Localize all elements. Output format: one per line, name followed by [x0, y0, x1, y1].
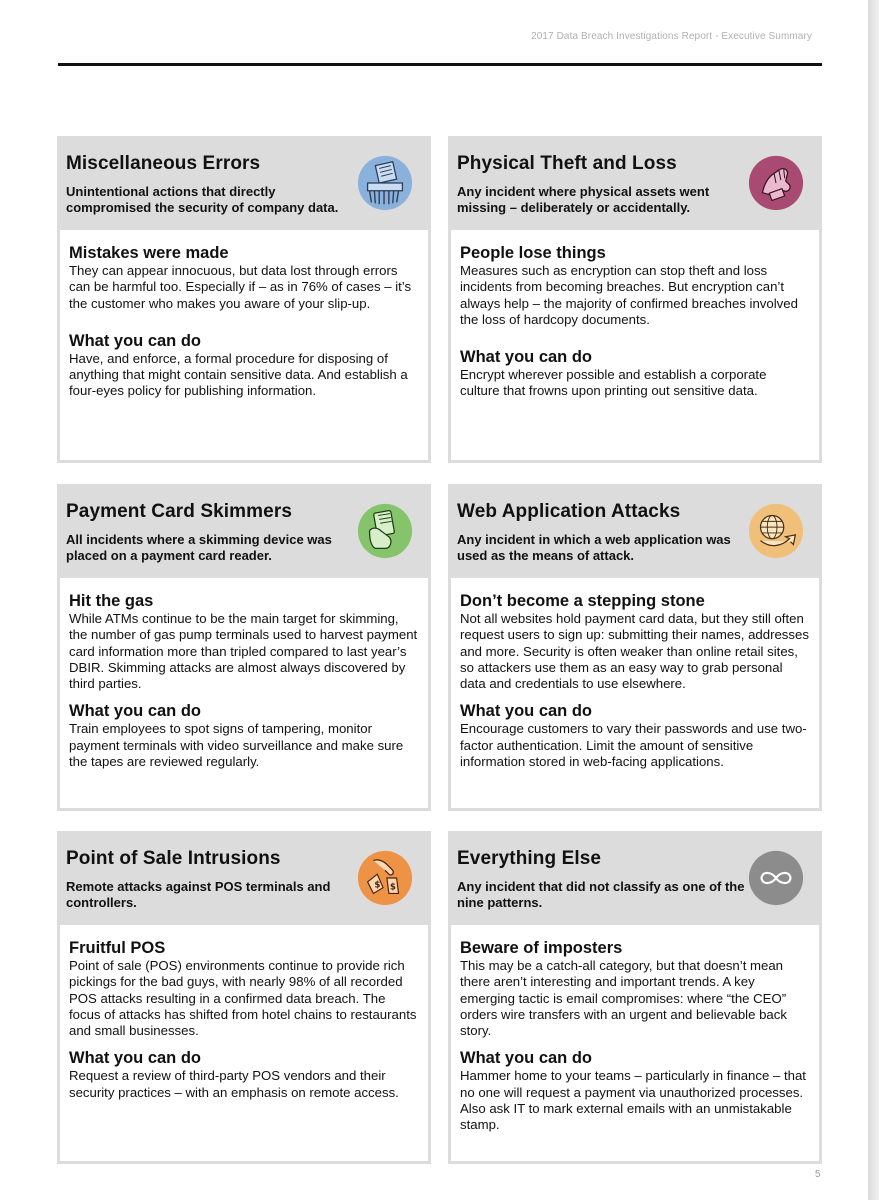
card-subtitle: Any incident where physical assets went missing – deliberately or accidentally.	[457, 184, 710, 215]
section-heading: Don’t become a stepping stone	[460, 592, 705, 610]
section-text: Point of sale (POS) environments continue to provide rich pickings for the bad guys, with nearly 98% of all recorded POS attacks resulting in a confirmed data breach. The focus of attacks has shifted from hotel chains to restaurants and small businesses.	[69, 958, 417, 1039]
section-text: Measures such as encryption can stop theft and loss incidents from becoming breaches. But encryption can’t always help – the majority of confirmed breaches involved the loss of hardcopy documents.	[460, 263, 798, 327]
card-header	[451, 136, 819, 230]
card-subtitle: Any incident that did not classify as one of the nine patterns.	[457, 879, 745, 910]
card-header	[60, 484, 428, 578]
card-subtitle: Unintentional actions that directly compromised the security of company data.	[66, 184, 339, 215]
section-text: Train employees to spot signs of tampering, monitor payment terminals with video surveillance and make sure the tapes are reviewed regularly.	[69, 721, 404, 770]
card-subtitle: Remote attacks against POS terminals and controllers.	[66, 879, 331, 910]
section-heading: Beware of imposters	[460, 939, 623, 957]
card-header	[451, 484, 819, 578]
section-heading: Hit the gas	[69, 592, 154, 610]
section-text: While ATMs continue to be the main target for skimming, the number of gas pump terminals used to harvest payment card information more than tripled compared to last year’s DBIR. Skimming attacks are almost always discovered by third parties.	[69, 611, 418, 692]
section-text: This may be a catch-all category, but that doesn’t mean there aren’t interesting and important trends. A key emerging tactic is email compromises: where “the CEO” orders wire transfers with an urgent and believable back story.	[460, 958, 787, 1039]
card-title: Physical Theft and Loss	[457, 153, 677, 174]
section-text: Not all websites hold payment card data, but they still often request users to sign up: submitting their names, addresses and more. Security is often weaker than online retail sites, so attackers use them as an easy way to grab personal data and credentials to use elsewhere.	[460, 611, 809, 692]
infinity-icon	[747, 849, 805, 907]
card-point-of-sale-intrusions	[57, 831, 431, 1164]
card-miscellaneous-errors	[57, 136, 431, 463]
card-skimmer-icon	[356, 502, 414, 560]
card-title: Payment Card Skimmers	[66, 501, 292, 522]
page-number: 5	[815, 1169, 821, 1180]
web-attack-icon	[747, 502, 805, 560]
section-text: They can appear innocuous, but data lost through errors can be harmful too. Especially if – as in 76% of cases – it’s the customer who makes you aware of your slip-up.	[69, 263, 412, 311]
card-body	[451, 925, 819, 1161]
card-payment-card-skimmers	[57, 484, 431, 811]
shredder-icon	[356, 154, 414, 212]
card-header	[60, 831, 428, 925]
card-header	[451, 831, 819, 925]
card-body	[60, 230, 428, 460]
card-everything-else	[448, 831, 822, 1164]
section-text: Hammer home to your teams – particularly in finance – that no one will request a payment via unauthorized processes. Also ask IT to mark external emails with an unmistakable stamp.	[460, 1068, 806, 1133]
section-heading: Fruitful POS	[69, 939, 166, 957]
card-physical-theft-and-loss	[448, 136, 822, 463]
card-body	[451, 578, 819, 808]
section-heading: What you can do	[69, 1049, 201, 1068]
report-header-title: 2017 Data Breach Investigations Report - Executive Summary	[531, 31, 812, 42]
card-web-application-attacks	[448, 484, 822, 811]
card-header	[60, 136, 428, 230]
page-edge-shadow	[868, 0, 879, 1200]
section-heading: What you can do	[460, 348, 592, 367]
section-text: Encourage customers to vary their passwords and use two-factor authentication. Limit the amount of sensitive information stored in web-facing applications.	[460, 721, 807, 770]
card-body	[60, 925, 428, 1161]
card-title: Everything Else	[457, 848, 602, 869]
card-title: Point of Sale Intrusions	[66, 848, 281, 869]
card-subtitle: All incidents where a skimming device was placed on a payment card reader.	[66, 532, 332, 563]
section-heading: What you can do	[460, 702, 592, 721]
card-body	[60, 578, 428, 808]
section-heading: Mistakes were made	[69, 244, 229, 262]
section-text: Request a review of third-party POS vendors and their security practices – with an emphasis on remote access.	[69, 1068, 399, 1100]
card-subtitle: Any incident in which a web application was used as the means of attack.	[457, 532, 731, 563]
money-hand-icon	[356, 849, 414, 907]
section-heading: What you can do	[69, 331, 201, 350]
svg-text:$: $	[374, 880, 381, 891]
section-text: Have, and enforce, a formal procedure for disposing of anything that might contain sensitive data. And establish a four-eyes policy for publishing information.	[69, 350, 408, 399]
card-body	[451, 230, 819, 460]
card-title: Miscellaneous Errors	[66, 153, 261, 174]
section-text: Encrypt wherever possible and establish a corporate culture that frowns upon printing out sensitive data.	[460, 367, 767, 399]
section-heading: What you can do	[460, 1049, 592, 1068]
section-heading: People lose things	[460, 244, 606, 262]
header-divider	[58, 63, 822, 66]
grabbing-hand-icon	[747, 154, 805, 212]
svg-text:$: $	[389, 882, 396, 893]
section-heading: What you can do	[69, 702, 201, 721]
card-title: Web Application Attacks	[457, 501, 681, 522]
